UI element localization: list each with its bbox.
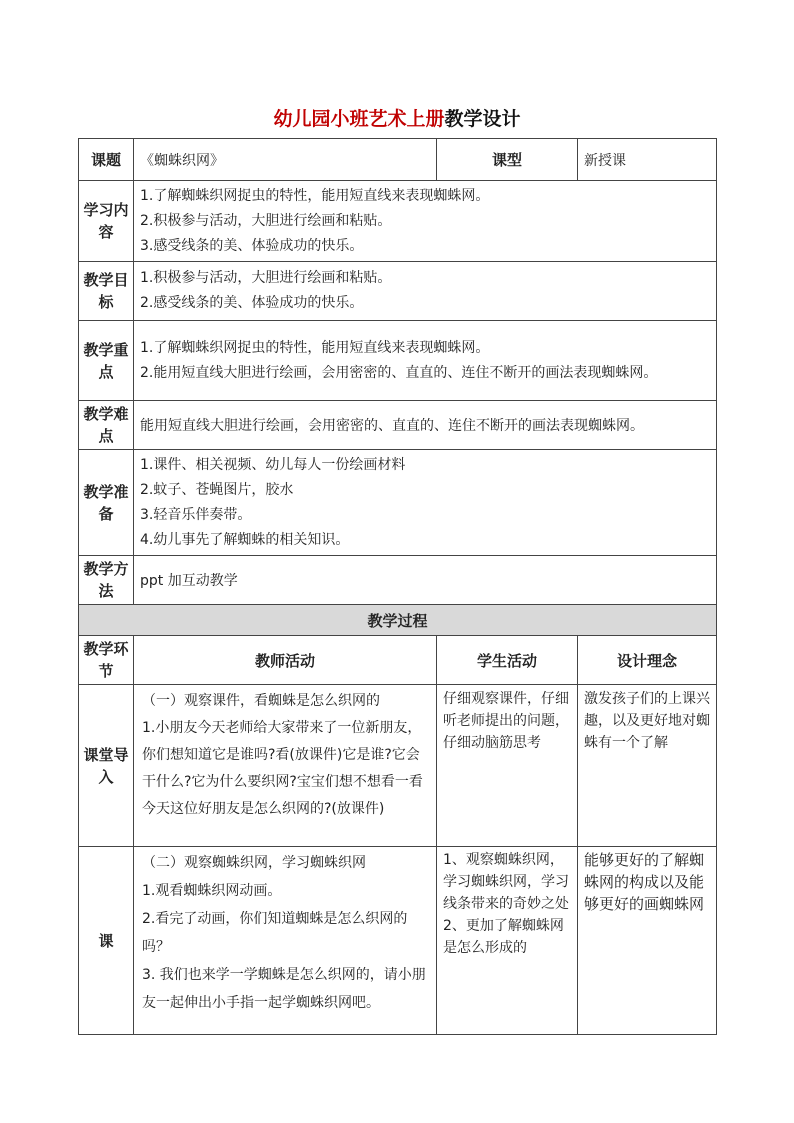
method-label: 教学方法 — [79, 556, 134, 605]
stage-intro-teacher — [134, 685, 437, 847]
key-points-lines — [134, 321, 717, 401]
key-point-line: 1.了解蜘蛛织网捉虫的特性，能用短直线来表现蜘蛛网。 — [140, 339, 490, 356]
preparation-lines — [134, 450, 717, 556]
document-title — [0, 104, 794, 131]
student-activity-line: 2、更加了解蜘蛛网是怎么形成的 — [443, 918, 564, 956]
document-title-subject: 幼儿园小班艺术上册 — [273, 108, 445, 130]
content-line: 2.积极参与活动，大胆进行绘画和粘贴。 — [140, 212, 392, 229]
method-row — [79, 556, 717, 605]
stage-intro-student: 仔细观察课件，仔细听老师提出的问题，仔细动脑筋思考 — [437, 685, 578, 847]
stage-lesson-concept: 能够更好的了解蜘蛛网的构成以及能够更好的画蜘蛛网 — [578, 847, 717, 1035]
stage-lesson-teacher — [134, 847, 437, 1035]
preparation-line: 3.轻音乐伴奏带。 — [140, 506, 252, 523]
teacher-activity-line: 1.观看蜘蛛织网动画。 — [142, 883, 282, 899]
preparation-row — [79, 450, 717, 556]
goals-line: 2.感受线条的美、体验成功的快乐。 — [140, 295, 364, 311]
lesson-plan-table — [78, 138, 717, 1035]
stage-lesson-row — [79, 847, 717, 1035]
content-label: 学习内容 — [79, 181, 134, 262]
teacher-activity-line: （二）观察蜘蛛织网，学习蜘蛛织网 — [142, 855, 366, 871]
process-columns-row — [79, 636, 717, 685]
teacher-activity-line: 2.看完了动画，你们知道蜘蛛是怎么织网的吗？ — [142, 911, 408, 955]
content-line: 1.了解蜘蛛织网捉虫的特性，能用短直线来表现蜘蛛网。 — [140, 187, 490, 204]
goals-line: 1.积极参与活动，大胆进行绘画和粘贴。 — [140, 270, 392, 286]
process-header: 教学过程 — [79, 605, 717, 636]
stage-column-header: 教学环节 — [79, 636, 134, 685]
difficulty-row — [79, 401, 717, 450]
document-title-suffix: 教学设计 — [444, 108, 521, 130]
stage-lesson-student — [437, 847, 578, 1035]
content-line: 3.感受线条的美、体验成功的快乐。 — [140, 237, 364, 254]
key-points-label: 教学重点 — [79, 321, 134, 401]
stage-intro-concept: 激发孩子们的上课兴趣，以及更好地对蜘蛛有一个了解 — [578, 685, 717, 847]
process-header-row — [79, 605, 717, 636]
method-text: ppt 加互动教学 — [134, 556, 717, 605]
content-row — [79, 181, 717, 262]
preparation-line: 1.课件、相关视频、幼儿每人一份绘画材料 — [140, 456, 406, 473]
student-column-header: 学生活动 — [437, 636, 578, 685]
preparation-line: 2.蚊子、苍蝇图片，胶水 — [140, 481, 294, 498]
preparation-line: 4.幼儿事先了解蜘蛛的相关知识。 — [140, 531, 350, 548]
lesson-type-label: 课型 — [437, 139, 578, 181]
preparation-label: 教学准备 — [79, 450, 134, 556]
difficulty-text: 能用短直线大胆进行绘画，会用密密的、直直的、连住不断开的画法表现蜘蛛网。 — [134, 401, 717, 450]
stage-intro-row — [79, 685, 717, 847]
lesson-type-value: 新授课 — [578, 139, 717, 181]
goals-label: 教学目标 — [79, 262, 134, 321]
stage-intro-label: 课堂导入 — [79, 685, 134, 847]
goals-row — [79, 262, 717, 321]
teacher-activity-line: 1.小朋友今天老师给大家带来了一位新朋友，你们想知道它是谁吗?看(放课件)它是谁?它会干什么?它为什么要织网?宝宝们想不想看一看今天这位好朋友是怎么织网的?(放课件) — [142, 720, 423, 817]
goals-lines — [134, 262, 717, 321]
stage-lesson-label: 课 — [79, 847, 134, 1035]
teacher-column-header: 教师活动 — [134, 636, 437, 685]
topic-value: 《蜘蛛织网》 — [134, 139, 437, 181]
topic-row — [79, 139, 717, 181]
difficulty-label: 教学难点 — [79, 401, 134, 450]
key-point-line: 2.能用短直线大胆进行绘画，会用密密的、直直的、连住不断开的画法表现蜘蛛网。 — [140, 364, 658, 381]
concept-column-header: 设计理念 — [578, 636, 717, 685]
teacher-activity-line: 3. 我们也来学一学蜘蛛是怎么织网的，请小朋友一起伸出小手指一起学蜘蛛织网吧。 — [142, 967, 426, 1011]
student-activity-line: 1、观察蜘蛛织网，学习蜘蛛织网，学习线条带来的奇妙之处 — [443, 852, 569, 912]
teacher-activity-line: （一）观察课件，看蜘蛛是怎么织网的 — [142, 693, 380, 709]
topic-label: 课题 — [79, 139, 134, 181]
key-points-row — [79, 321, 717, 401]
content-lines — [134, 181, 717, 262]
